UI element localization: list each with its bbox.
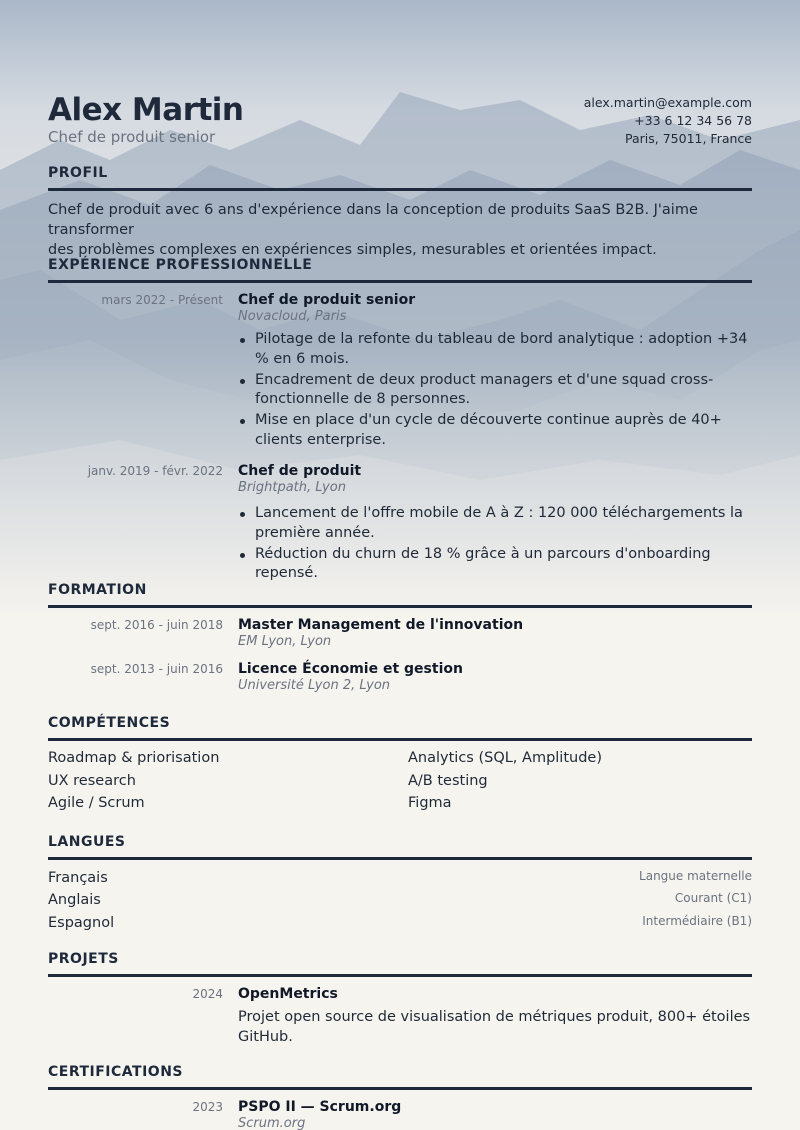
bullet-item: Réduction du churn de 18 % grâce à un parcours d'onboarding repensé. — [238, 545, 752, 584]
project-year: 2024 — [192, 987, 223, 1001]
bullet-item: Lancement de l'offre mobile de A à Z : 120 000 téléchargements la première année. — [238, 504, 752, 543]
phone[interactable]: +33 6 12 34 56 78 — [634, 113, 752, 128]
bullet-item: Encadrement de deux product managers et d'une squad cross-fonctionnelle de 8 personnes. — [238, 371, 752, 410]
section-title-experience: EXPÉRIENCE PROFESSIONNELLE — [48, 257, 752, 283]
language-level: Intermédiaire (B1) — [642, 914, 752, 928]
language-level: Courant (C1) — [674, 891, 752, 905]
entry-school: EM Lyon, Lyon — [238, 634, 332, 649]
language-name: Espagnol — [48, 915, 115, 931]
section-title-projects: PROJETS — [48, 951, 752, 977]
entry-bullets — [238, 330, 752, 452]
candidate-role: Chef de produit senior — [48, 128, 216, 146]
project-description: Projet open source de visualisation de métriques produit, 800+ étoiles GitHub. — [238, 1009, 751, 1045]
entry-title: Master Management de l'innovation — [238, 617, 524, 633]
profile-line: des problèmes complexes en expériences simples, mesurables et orientées impact. — [48, 242, 657, 258]
entry-bullets — [238, 504, 752, 585]
skill-item: Agile / Scrum — [48, 795, 145, 811]
bullet-item: Pilotage de la refonte du tableau de bord analytique : adoption +34 % en 6 mois. — [238, 330, 752, 369]
bullet-item: Mise en place d'un cycle de découverte continue auprès de 40+ clients enterprise. — [238, 411, 752, 450]
entry-title: Chef de produit — [238, 463, 362, 479]
entry-company: Brightpath, Lyon — [238, 480, 346, 495]
section-title-languages: LANGUES — [48, 834, 752, 860]
skill-item: UX research — [48, 773, 136, 789]
language-name: Anglais — [48, 892, 101, 908]
section-title-education: FORMATION — [48, 582, 752, 608]
skill-item: Figma — [408, 795, 452, 811]
project-title: OpenMetrics — [238, 986, 338, 1002]
entry-date: mars 2022 - Présent — [101, 293, 223, 307]
skill-item: Roadmap & priorisation — [48, 750, 220, 766]
profile-line: Chef de produit avec 6 ans d'expérience dans la conception de produits SaaS B2B. J'aime transformer — [48, 202, 698, 238]
entry-title: Licence Économie et gestion — [238, 661, 463, 677]
entry-date: sept. 2013 - juin 2016 — [90, 662, 223, 676]
section-title-certifications: CERTIFICATIONS — [48, 1064, 752, 1090]
resume-header — [48, 92, 752, 152]
section-title-skills: COMPÉTENCES — [48, 715, 752, 741]
contact-info — [584, 94, 752, 148]
certification-year: 2023 — [192, 1100, 223, 1114]
entry-school: Université Lyon 2, Lyon — [238, 678, 391, 693]
certification-title: PSPO II — Scrum.org — [238, 1099, 402, 1115]
language-name: Français — [48, 870, 108, 886]
email[interactable]: alex.martin@example.com — [583, 95, 752, 110]
candidate-name: Alex Martin — [48, 92, 244, 128]
skill-item: A/B testing — [408, 773, 488, 789]
certification-issuer: Scrum.org — [238, 1116, 306, 1130]
location: Paris, 75011, France — [625, 131, 752, 146]
entry-company: Novacloud, Paris — [238, 309, 347, 324]
skill-item: Analytics (SQL, Amplitude) — [408, 750, 602, 766]
profile-summary — [48, 200, 752, 260]
entry-date: sept. 2016 - juin 2018 — [90, 618, 223, 632]
section-title-profile: PROFIL — [48, 165, 752, 191]
entry-title: Chef de produit senior — [238, 292, 416, 308]
language-level: Langue maternelle — [639, 869, 752, 883]
entry-date: janv. 2019 - févr. 2022 — [87, 464, 223, 478]
